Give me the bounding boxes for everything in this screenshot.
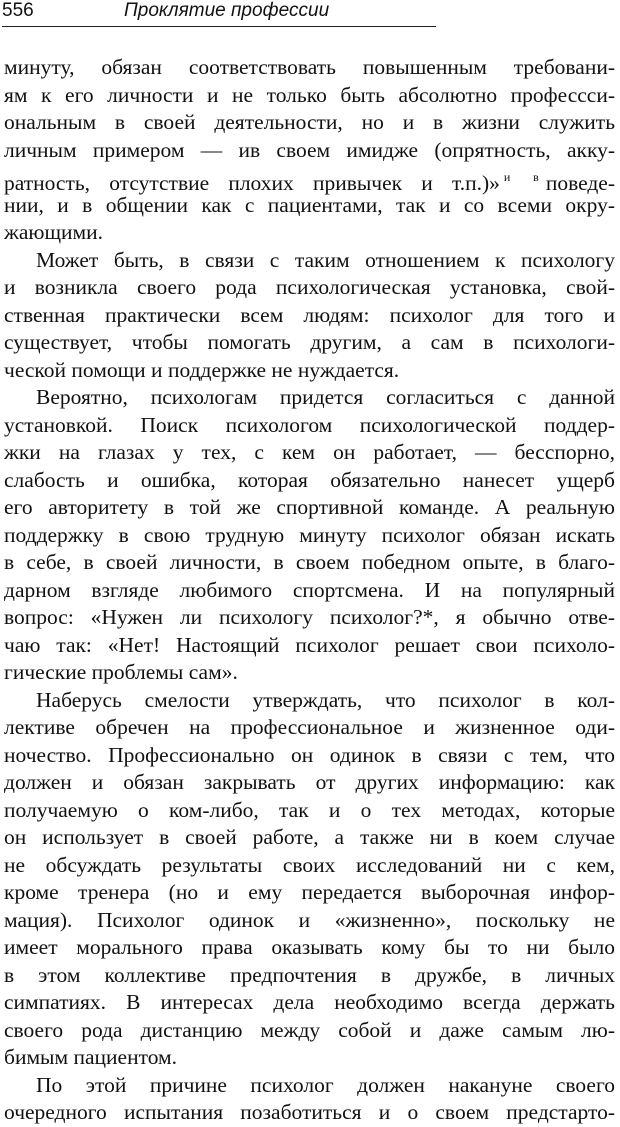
text-line: в себе, в своей личности, в своем победном опыте, в благо- <box>4 550 615 574</box>
text-line: Наберусь смелости утверждать, что психолог в кол- <box>36 687 615 712</box>
body-text <box>4 54 615 1127</box>
text-line: в этом коллективе предпочтения в дружбе, в личных <box>4 962 615 987</box>
text-line: и возникла своего рода психологическая установка, свой- <box>4 275 615 299</box>
text-line: Может быть, в связи с таким отношением к психологу <box>36 247 615 272</box>
text-line: мация). Психолог одинок и «жизненно», поскольку не <box>4 907 615 932</box>
text-line: чаю так: «Нет! Настоящий психолог решает свои психоло- <box>4 632 615 657</box>
text-line: ночество. Профессионально он одинок в связи с тем, что <box>4 742 615 767</box>
text-line: жающими. <box>4 220 104 244</box>
text-line: ческой помощи и поддержке не нуждается. <box>4 357 400 382</box>
text-line: имеет морального права оказывать кому бы то ни было <box>4 935 615 959</box>
text-line: личным примером — ив своем имидже (опрятность, акку- <box>4 137 615 162</box>
text-line: бимым пациентом. <box>4 1045 178 1069</box>
text-line: не обсуждать результаты своих исследований ни с кем, <box>4 852 615 877</box>
text-line-with-superscript <box>4 164 615 195</box>
text-line: ственная практически всем людям: психолог для того и <box>4 302 615 327</box>
page-number: 556 <box>2 0 34 21</box>
text-line: симпатиях. В интересах дела необходимо всегда держать <box>4 990 615 1014</box>
text-line: существует, чтобы помогать другим, а сам в психологи- <box>4 330 615 354</box>
text-line: его авторитету в той же спортивной команде. А реальную <box>4 495 615 519</box>
text-line: нии, и в общении как с пациентами, так и со всеми окру- <box>4 192 615 217</box>
text-line: очередного испытания позаботиться и о своем предстарто- <box>4 1100 615 1124</box>
text-line: получаемую о ком-либо, так и о тех методах, которые <box>4 797 615 822</box>
superscript-mark: и в <box>503 170 542 184</box>
text-line: своего рода дистанцию между собой и даже самым лю- <box>4 1017 615 1042</box>
text-line: По этой причине психолог должен накануне своего <box>36 1072 615 1097</box>
text-line: он использует в своей работе, а также ни в коем случае <box>4 825 615 849</box>
text-line: дарном взгляде любимого спортсмена. И на популярный <box>4 577 615 602</box>
text-line: минуту, обязан соответствовать повышенным требовани- <box>4 55 615 79</box>
text-line: ям к его личности и не только быть абсолютно профессси- <box>4 82 615 107</box>
text-fragment: ратность, отсутствие плохих привычек и т.п.)» <box>4 171 500 195</box>
running-title: Проклятие профессии <box>124 0 330 21</box>
text-line: Вероятно, психологам придется согласиться с данной <box>36 385 615 409</box>
text-fragment: поведе- <box>545 171 615 195</box>
text-line: установкой. Поиск психологом психологической поддер- <box>4 412 615 437</box>
text-line: вопрос: «Нужен ли психологу психолог?*, я обычно отве- <box>4 605 615 629</box>
text-line: слабость и ошибка, которая обязательно нанесет ущерб <box>4 467 615 492</box>
text-line: кроме тренера (но и ему передается выборочная инфор- <box>4 880 615 904</box>
text-line: ональным в своей деятельности, но и в жизни служить <box>4 110 615 134</box>
text-line: должен и обязан закрывать от других информацию: как <box>4 770 615 794</box>
text-line: поддержку в свою трудную минуту психолог обязан искать <box>4 522 615 547</box>
text-line: лективе обречен на профессиональное и жизненное оди- <box>4 715 615 739</box>
text-line: гические проблемы сам». <box>4 660 238 684</box>
text-line: жки на глазах у тех, с кем он работает, — бесспорно, <box>4 440 615 464</box>
running-header <box>2 0 436 27</box>
